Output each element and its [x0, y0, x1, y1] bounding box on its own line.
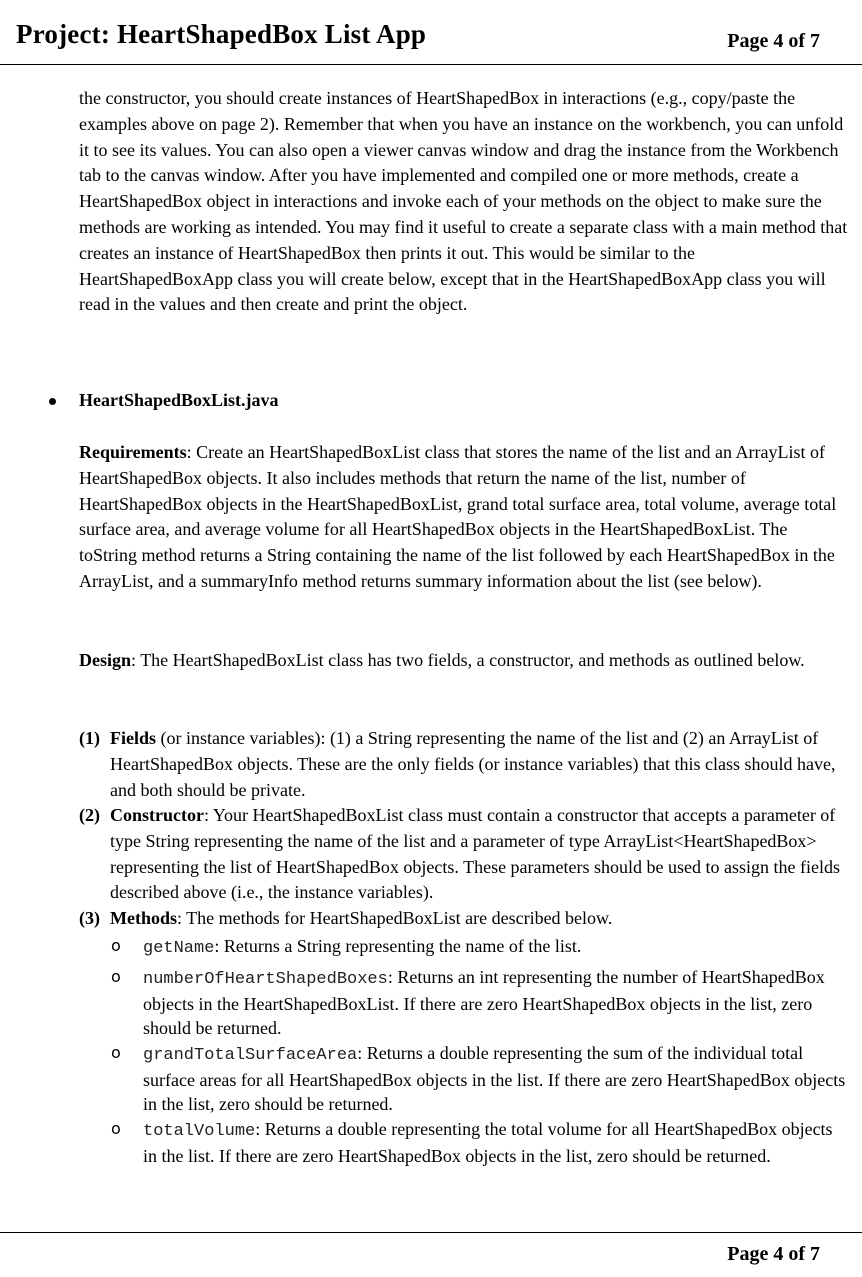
- list-item-constructor: [79, 803, 842, 906]
- circle-bullet-icon: o: [111, 1043, 121, 1062]
- page-number-bottom: Page 4 of 7: [727, 1243, 820, 1265]
- item-text: : The methods for HeartShapedBoxList are described below.: [177, 908, 613, 928]
- item-number: (2): [79, 805, 100, 825]
- intro-section: [79, 86, 848, 318]
- item-text: : Your HeartShapedBoxList class must contain a constructor that accepts a parameter of type String representing the name of the list and a parameter of type ArrayList<HeartShapedBox> representing the list of HeartShapedBox objects. These parameters should be used to assign the fields described above (i.e., the instance variables).: [110, 805, 840, 903]
- method-name: numberOfHeartShapedBoxes: [143, 970, 388, 989]
- design-label: Design: [79, 650, 132, 670]
- circle-bullet-icon: o: [111, 967, 121, 986]
- method-text: : Returns a String representing the name of the list.: [214, 936, 582, 956]
- method-name: getName: [143, 939, 215, 958]
- page-number-top: Page 4 of 7: [727, 30, 820, 52]
- item-label: Fields: [110, 728, 157, 748]
- item-number: (1): [79, 728, 100, 748]
- intro-paragraph: the constructor, you should create instances of HeartShapedBox in interactions (e.g., copy/paste the examples above on page 2). Remember that when you have an instance on the workbench, you can unfold it to see its values. You can also open a viewer canvas window and drag the instance from the Workbench tab to the canvas window. After you have implemented and compiled one or more methods, create a HeartShapedBox object in interactions and invoke each of your methods on the object to make sure the methods are working as intended. You may find it useful to create a separate class with a main method that creates an instance of HeartShapedBox then prints it out. This would be similar to the HeartShapedBoxApp class you will create below, except that in the HeartShapedBoxApp class you will read in the values and then create and print the object.: [79, 88, 848, 315]
- method-text: : Returns an int representing the number of HeartShapedBox objects in the HeartShapedBoxList. If there are zero HeartShapedBox objects in the list, zero should be returned.: [143, 967, 825, 1038]
- item-label: Methods: [110, 908, 177, 928]
- item-label: Constructor: [110, 805, 204, 825]
- list-item-fields: [79, 726, 842, 803]
- design-text: : The HeartShapedBoxList class has two fields, a constructor, and methods as outlined below.: [131, 650, 805, 670]
- item-text: (or instance variables): (1) a String representing the name of the list and (2) an ArrayList of HeartShapedBox objects. These are the only fields (or instance variables) that this class should have, and both should be private.: [110, 728, 836, 800]
- requirements-paragraph: [79, 440, 848, 595]
- method-number-of-boxes: [111, 965, 848, 1040]
- design-paragraph: [79, 648, 848, 674]
- method-getname: [111, 934, 848, 961]
- method-text: : Returns a double representing the sum of the individual total surface areas for all HeartShapedBox objects in the list. If there are zero HeartShapedBox objects in the list, zero should be returned.: [143, 1043, 846, 1114]
- method-name: grandTotalSurfaceArea: [143, 1046, 358, 1065]
- requirements-label: Requirements: [79, 442, 187, 462]
- page-footer: [0, 1232, 862, 1277]
- project-title: Project: HeartShapedBox List App: [16, 19, 427, 49]
- item-number: (3): [79, 908, 100, 928]
- requirements-text: : Create an HeartShapedBoxList class that stores the name of the list and an ArrayList of HeartShapedBox objects. It also includes methods that return the name of the list, number of HeartShapedBox objects in the HeartShapedBoxList, grand total surface area, total volume, average total surface area, and average volume for all HeartShapedBox objects in the HeartShapedBoxList. The toString method returns a String containing the name of the list followed by each HeartShapedBox in the ArrayList, and a summaryInfo method returns summary information about the list (see below).: [79, 442, 837, 591]
- section-heading: HeartShapedBoxList.java: [79, 390, 279, 410]
- bullet-icon: [49, 398, 56, 405]
- circle-bullet-icon: o: [111, 936, 121, 955]
- method-text: : Returns a double representing the total volume for all HeartShapedBox objects in the list. If there are zero HeartShapedBox objects in the list, zero should be returned.: [143, 1119, 833, 1166]
- list-item-methods: [79, 906, 842, 932]
- page-header: [0, 0, 862, 65]
- method-grand-total-surface-area: [111, 1041, 848, 1116]
- method-total-volume: [111, 1117, 848, 1168]
- circle-bullet-icon: o: [111, 1119, 121, 1138]
- method-name: totalVolume: [143, 1122, 256, 1141]
